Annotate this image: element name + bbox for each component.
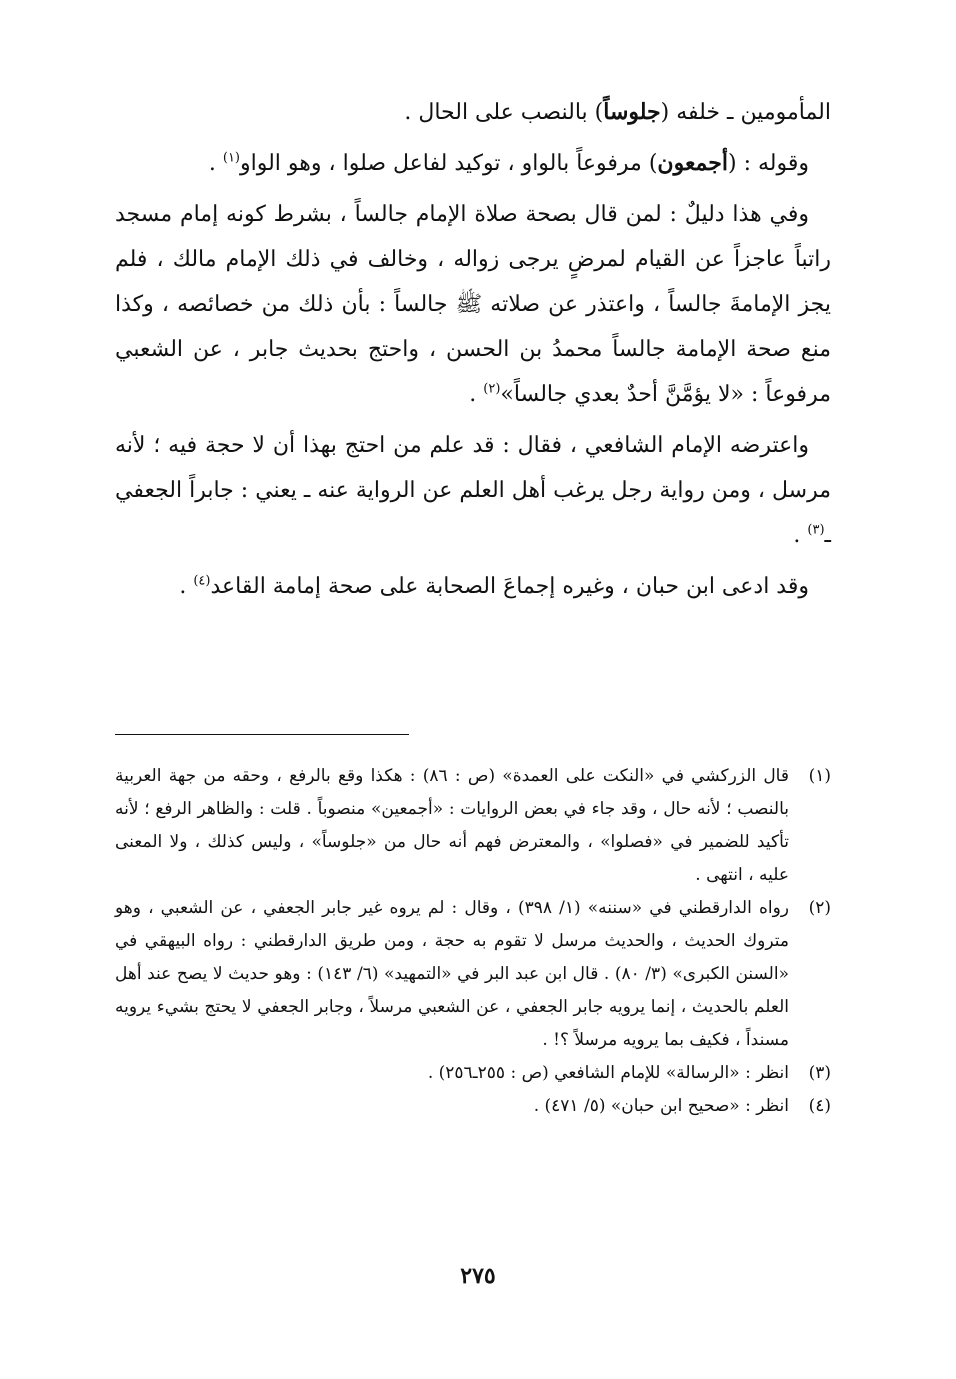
footnotes: [115, 760, 831, 1123]
paragraph-2-start: وقوله : (: [728, 151, 809, 176]
footnote-text: انظر : «صحيح ابن حبان» (٥/ ٤٧١) .: [533, 1096, 789, 1116]
paragraph-2-tail: .: [208, 151, 223, 176]
paragraph-4: [115, 423, 831, 558]
footnote-1: [115, 760, 831, 892]
page-number: ٢٧٥: [460, 1263, 496, 1289]
body-text: [115, 90, 831, 609]
footnote-ref-3[interactable]: (٣): [807, 522, 825, 538]
footnote-4: [115, 1090, 831, 1123]
footnote-number: (٤): [808, 1096, 831, 1116]
footnote-text: قال الزركشي في «النكت على العمدة» (ص : ٨٦) : هكذا وقع بالرفع ، وحقه من جهة العربية بالنصب ؛ لأنه حال ، وقد جاء في بعض الروايات : «أجمعين» منصوباً . قلت : والظاهر الرفع ؛ لأنه تأكيد للضمير في «فصلوا» ، والمعترض فهم أنه حال من «جلوساً» ، وليس كذلك ، ولا المعنى عليه ، انتهى .: [115, 766, 789, 885]
paragraph-5-tail: .: [179, 574, 194, 599]
paragraph-2-end: ) مرفوعاً بالواو ، توكيد لفاعل صلوا ، وهو الواو: [240, 151, 658, 176]
footnote-text: انظر : «الرسالة» للإمام الشافعي (ص : ٢٥٥ـ٢٥٦) .: [427, 1063, 789, 1083]
paragraph-1-bold: جلوساً: [603, 99, 661, 125]
paragraph-4-text: واعترضه الإمام الشافعي ، فقال : قد علم من احتج بهذا أن لا حجة فيه ؛ لأنه مرسل ، ومن رواية رجل يرغب أهل العلم عن الرواية عنه ـ يعني : جابراً الجعفي ـ: [115, 433, 831, 548]
footnote-number: (٣): [808, 1063, 831, 1083]
paragraph-5-text: وقد ادعى ابن حبان ، وغيره إجماعَ الصحابة على صحة إمامة القاعد: [210, 574, 809, 599]
paragraph-3: [115, 192, 831, 417]
footnote-ref-4[interactable]: (٤): [193, 573, 211, 589]
paragraph-1-end: ) بالنصب على الحال .: [404, 100, 604, 125]
paragraph-1-start: المأمومين ـ خلفه (: [660, 100, 831, 125]
paragraph-2-bold: أجمعون: [657, 150, 728, 176]
footnote-separator: [115, 734, 409, 735]
footnote-ref-2[interactable]: (٢): [483, 381, 501, 397]
footnote-number: (١): [808, 766, 831, 786]
paragraph-3-text: وفي هذا دليلٌ : لمن قال بصحة صلاة الإمام جالساً ، بشرط كونه إمام مسجد راتباً عاجزاً عن القيام لمرضٍ يرجى زواله ، وخالف في ذلك الإمام مالك ، فلم يجز الإمامةَ جالساً ، واعتذر عن صلاته ﷺ جالساً : بأن ذلك من خصائصه ، وكذا منع صحة الإمامة جالساً محمدُ بن الحسن ، واحتج بحديث جابر ، عن الشعبي مرفوعاً : «لا يؤمَّنَّ أحدٌ بعدي جالساً»: [115, 202, 831, 407]
footnote-3: [115, 1057, 831, 1090]
paragraph-2: [115, 141, 831, 186]
footnote-number: (٢): [808, 898, 831, 918]
footnote-2: [115, 892, 831, 1057]
main-text: [115, 90, 831, 615]
footnote-text: رواه الدارقطني في «سننه» (١/ ٣٩٨) ، وقال : لم يروه غير جابر الجعفي ، عن الشعبي ، وهو متروك الحديث ، والحديث مرسل لا تقوم به حجة ، ومن طريق الدارقطني : رواه البيهقي في «السنن الكبرى» (٣/ ٨٠) . قال ابن عبد البر في «التمهيد» (٦/ ١٤٣) : وهو حديث لا يصح عند أهل العلم بالحديث ، إنما يرويه جابر الجعفي ، عن الشعبي مرسلاً ، وجابر الجعفي لا يحتج بشيء يرويه مسنداً ، فكيف بما يرويه مرسلاً ؟! .: [115, 898, 789, 1050]
paragraph-4-tail: .: [793, 523, 808, 548]
footnote-ref-1[interactable]: (١): [222, 150, 240, 166]
paragraph-5: [115, 564, 831, 609]
paragraph-3-tail: .: [469, 382, 484, 407]
paragraph-1: [115, 90, 831, 135]
